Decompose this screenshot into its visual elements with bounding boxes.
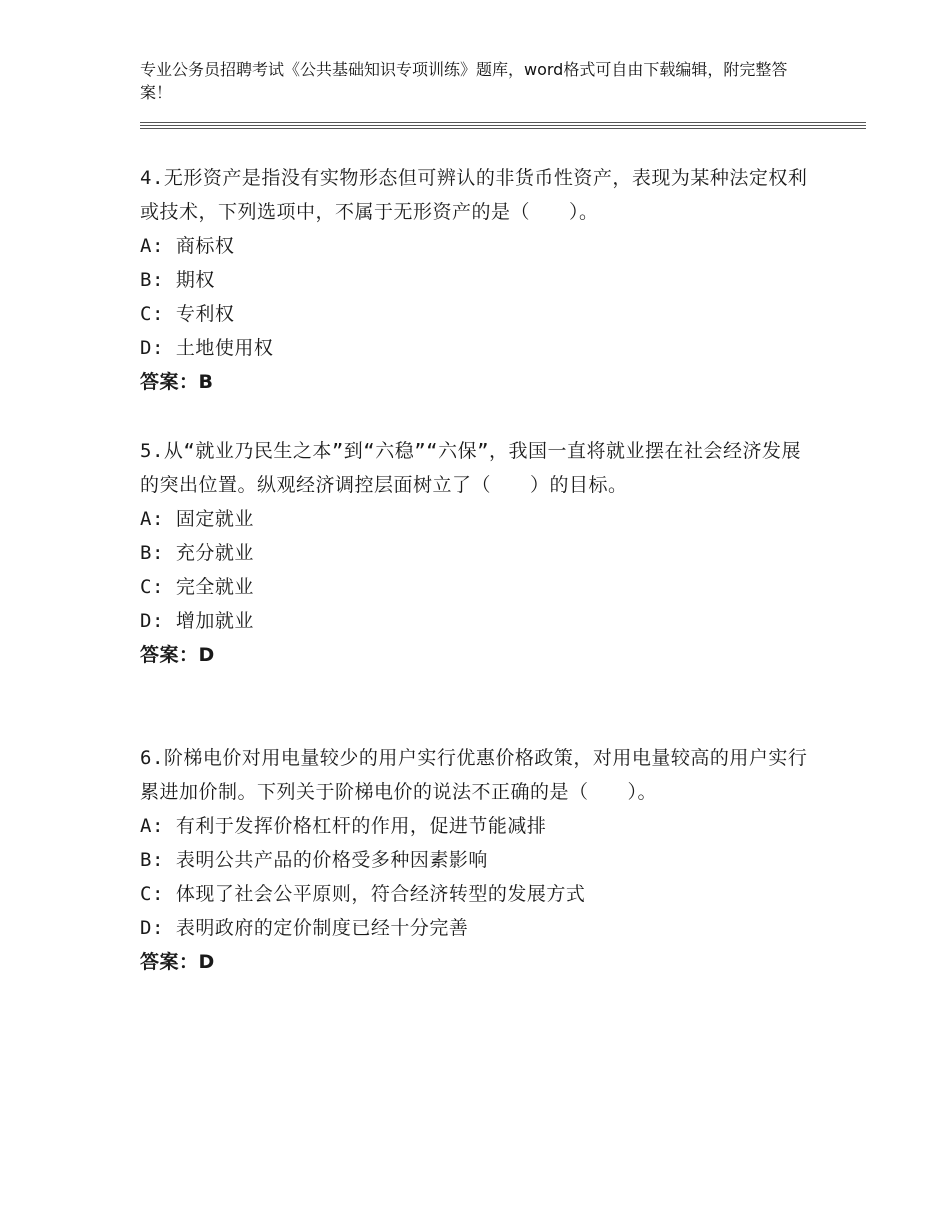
option-b: B: 充分就业 bbox=[140, 542, 254, 564]
question-block bbox=[140, 161, 810, 399]
option-d: D: 增加就业 bbox=[140, 610, 254, 632]
question-block bbox=[140, 741, 810, 979]
option-d: D: 土地使用权 bbox=[140, 337, 274, 359]
header-divider-line bbox=[140, 125, 866, 126]
question-stem: 6.阶梯电价对用电量较少的用户实行优惠价格政策，对用电量较高的用户实行累进加价制。下列关于阶梯电价的说法不正确的是（ ）。 bbox=[140, 747, 808, 803]
option-b: B: 期权 bbox=[140, 269, 215, 291]
question-stem: 4.无形资产是指没有实物形态但可辨认的非货币性资产，表现为某种法定权利或技术，下列选项中，不属于无形资产的是（ ）。 bbox=[140, 167, 808, 223]
answer-key: 答案：D bbox=[140, 644, 215, 666]
option-a: A: 固定就业 bbox=[140, 508, 254, 530]
header-divider-line bbox=[140, 122, 866, 123]
option-c: C: 专利权 bbox=[140, 303, 235, 325]
header-divider-line bbox=[140, 128, 866, 129]
option-c: C: 完全就业 bbox=[140, 576, 254, 598]
document-header: 专业公务员招聘考试《公共基础知识专项训练》题库，word格式可自由下载编辑，附完整答案！ bbox=[140, 60, 788, 102]
question-block bbox=[140, 434, 810, 672]
question-stem: 5.从“就业乃民生之本”到“六稳”“六保”，我国一直将就业摆在社会经济发展的突出位置。纵观经济调控层面树立了（ ）的目标。 bbox=[140, 440, 802, 496]
option-c: C: 体现了社会公平原则，符合经济转型的发展方式 bbox=[140, 883, 586, 905]
option-a: A: 有利于发挥价格杠杆的作用，促进节能减排 bbox=[140, 815, 547, 837]
answer-key: 答案：B bbox=[140, 371, 214, 393]
answer-key: 答案：D bbox=[140, 951, 215, 973]
option-d: D: 表明政府的定价制度已经十分完善 bbox=[140, 917, 469, 939]
option-a: A: 商标权 bbox=[140, 235, 235, 257]
option-b: B: 表明公共产品的价格受多种因素影响 bbox=[140, 849, 488, 871]
